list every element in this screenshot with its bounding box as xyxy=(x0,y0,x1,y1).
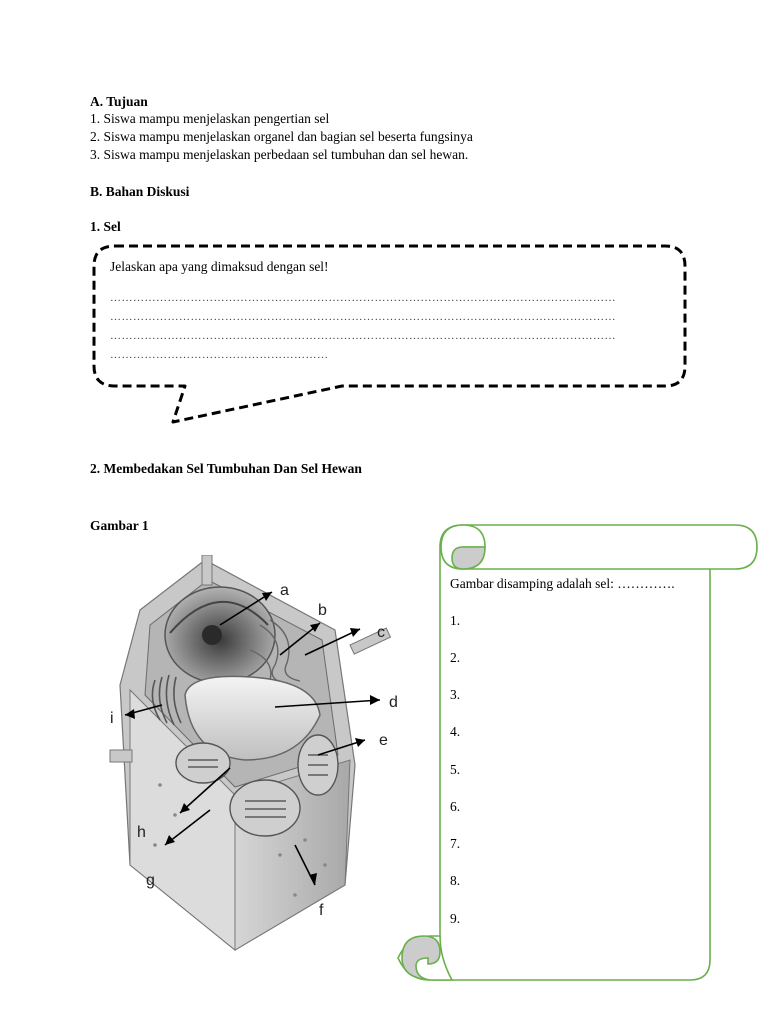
scroll-number-9[interactable]: 9. xyxy=(450,911,461,926)
cell-label-d: d xyxy=(389,694,398,711)
bahan-heading: B. Bahan Diskusi xyxy=(90,184,190,199)
tujuan-item-1: 1. Siswa mampu menjelaskan pengertian sel xyxy=(90,111,330,126)
tujuan-item-3: 3. Siswa mampu menjelaskan perbedaan sel tumbuhan dan sel hewan. xyxy=(90,147,469,162)
gambar-title: Gambar 1 xyxy=(90,518,149,533)
cell-label-g: g xyxy=(146,872,155,889)
scroll-number-3[interactable]: 3. xyxy=(450,687,461,702)
plant-cell-diagram xyxy=(100,555,420,955)
cell-label-a: a xyxy=(280,582,289,599)
scroll-number-2[interactable]: 2. xyxy=(450,650,461,665)
answer-line-1[interactable]: …………………………………………………………………………………………………………………… xyxy=(110,292,616,304)
tujuan-heading: A. Tujuan xyxy=(90,94,148,109)
answer-line-3[interactable]: …………………………………………………………………………………………………………………… xyxy=(110,330,616,342)
scroll-number-7[interactable]: 7. xyxy=(450,836,461,851)
sel-subheading: 1. Sel xyxy=(90,219,121,234)
answer-line-2[interactable]: …………………………………………………………………………………………………………………… xyxy=(110,311,616,323)
section-2-heading: 2. Membedakan Sel Tumbuhan Dan Sel Hewan xyxy=(90,461,362,476)
answer-line-4[interactable]: ………………………………………………… xyxy=(110,349,329,361)
cell-label-h: h xyxy=(137,824,146,841)
cell-label-b: b xyxy=(318,602,327,619)
cell-label-e: e xyxy=(379,732,388,749)
scroll-number-8[interactable]: 8. xyxy=(450,873,461,888)
scroll-number-1[interactable]: 1. xyxy=(450,613,461,628)
scroll-number-6[interactable]: 6. xyxy=(450,799,461,814)
scroll-number-5[interactable]: 5. xyxy=(450,762,461,777)
cell-label-f: f xyxy=(319,902,324,919)
cell-label-i: i xyxy=(110,710,114,727)
tujuan-item-2: 2. Siswa mampu menjelaskan organel dan bagian sel beserta fungsinya xyxy=(90,129,473,144)
scroll-number-4[interactable]: 4. xyxy=(450,724,461,739)
question-text: Jelaskan apa yang dimaksud dengan sel! xyxy=(110,259,329,274)
cell-label-c: c xyxy=(377,624,385,641)
scroll-prompt: Gambar disamping adalah sel: …………. xyxy=(450,576,675,591)
